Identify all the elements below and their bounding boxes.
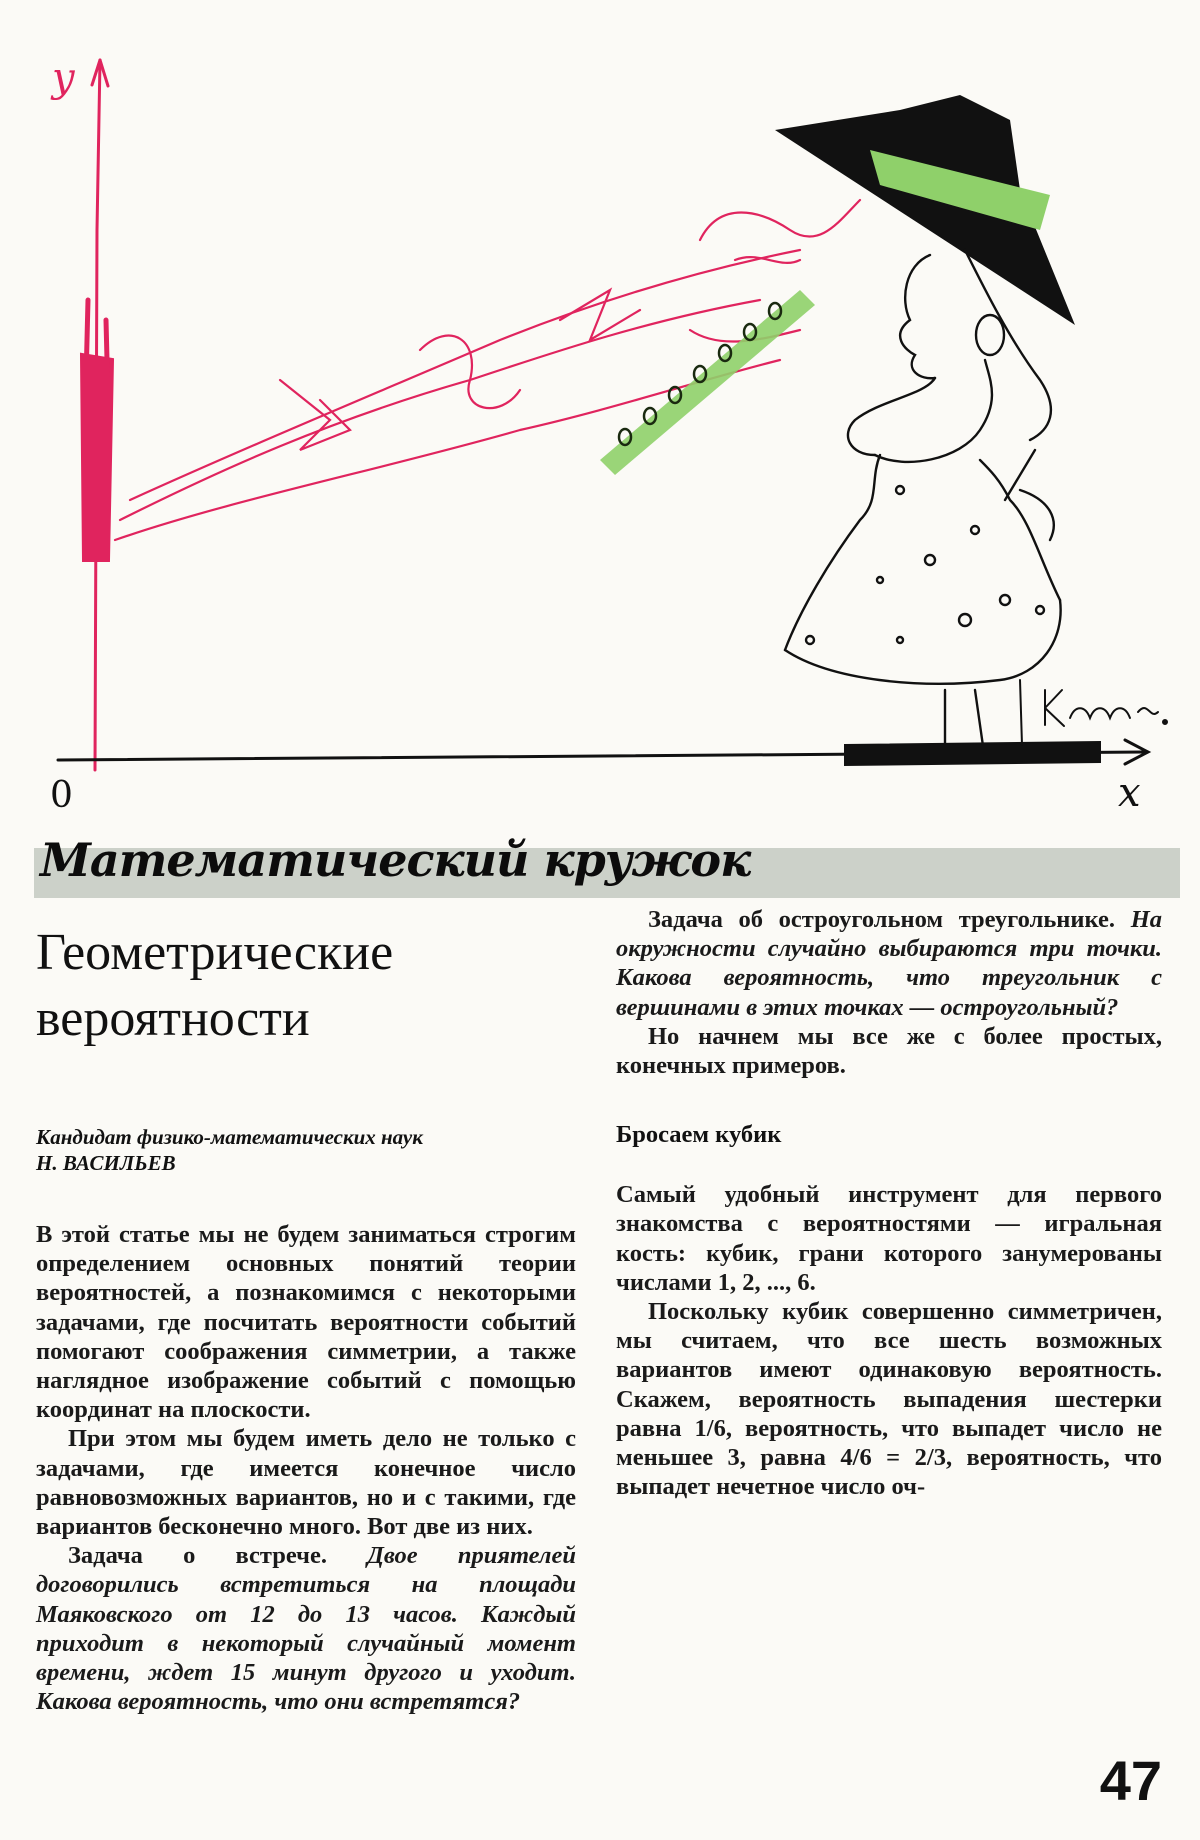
signature bbox=[1045, 690, 1167, 726]
paragraph-variants: При этом мы будем иметь дело не только с задачами, где имеется конечное число равновозможных вариантов, но и с такими, где вариантов бесконечно много. Вот две из них. bbox=[36, 1425, 576, 1541]
task-meeting-label: Задача о встрече. bbox=[68, 1542, 327, 1570]
origin-label: 0 bbox=[50, 775, 73, 816]
right-column bbox=[616, 905, 1162, 1501]
gaze-band bbox=[600, 290, 815, 475]
y-axis-label: y bbox=[52, 55, 75, 101]
title-line-1: Геометрические bbox=[36, 924, 394, 981]
y-axis bbox=[82, 60, 112, 770]
byline-author: Н. ВАСИЛЬЕВ bbox=[36, 1151, 176, 1175]
article-title bbox=[36, 920, 576, 1052]
x-axis bbox=[58, 680, 1148, 765]
x-axis-label: x bbox=[1118, 770, 1141, 816]
title-line-2: вероятности bbox=[36, 990, 310, 1047]
paragraph-finite-examples: Но начнем мы все же с более простых, конечных примеров. bbox=[616, 1022, 1162, 1080]
rubric-title: Математический кружок bbox=[40, 833, 751, 887]
left-column bbox=[36, 920, 576, 1716]
task-triangle-label: Задача об остроугольном треугольнике. bbox=[648, 906, 1116, 933]
paragraph-task-triangle bbox=[616, 905, 1162, 1022]
task-meeting-text: Двое приятелей договорились встретиться на площади Маяковского от 12 до 13 часов. Каждый приходит в некоторый случайный момент времени, ждет 15 минут другого и уходит. Какова вероятность, что они встретятся? bbox=[36, 1542, 577, 1716]
paragraph-task-meeting bbox=[36, 1541, 576, 1716]
page-number: 47 bbox=[1099, 1749, 1162, 1812]
illustration bbox=[0, 0, 1200, 830]
byline-degree: Кандидат физико-математических наук bbox=[36, 1125, 423, 1149]
paragraph-intro: В этой статье мы не будем заниматься строгим определением основных понятий теории вероятностей, а познакомимся с некоторыми задачами, где посчитать вероятности событий помогают соображения симметрии, а также наглядное изображение событий с помощью координат на плоскости. bbox=[36, 1221, 576, 1424]
hat bbox=[775, 95, 1075, 325]
section-heading-dice: Бросаем кубик bbox=[616, 1121, 782, 1149]
task-triangle-text: На окружности случайно выбираются три точки. Какова вероятность, что треугольник с вершинами в этих точках — остроугольный? bbox=[616, 906, 1163, 1021]
paragraph-dice-symmetry: Поскольку кубик совершенно симметричен, мы считаем, что все шесть возможных вариантов имеют одинаковую вероятность. Скажем, вероятность выпадения шестерки равна 1/6, вероятность, что выпадет число не меньшее 3, равна 4/6 = 2/3, вероятность, что выпадет нечетное число оч- bbox=[616, 1298, 1162, 1501]
byline bbox=[36, 1124, 576, 1176]
paragraph-dice-intro: Самый удобный инструмент для первого знакомства с вероятностями — игральная кость: кубик, грани которого занумерованы числами 1, 2, ..., 6. bbox=[616, 1181, 1162, 1296]
gaze-scribble bbox=[115, 200, 860, 540]
